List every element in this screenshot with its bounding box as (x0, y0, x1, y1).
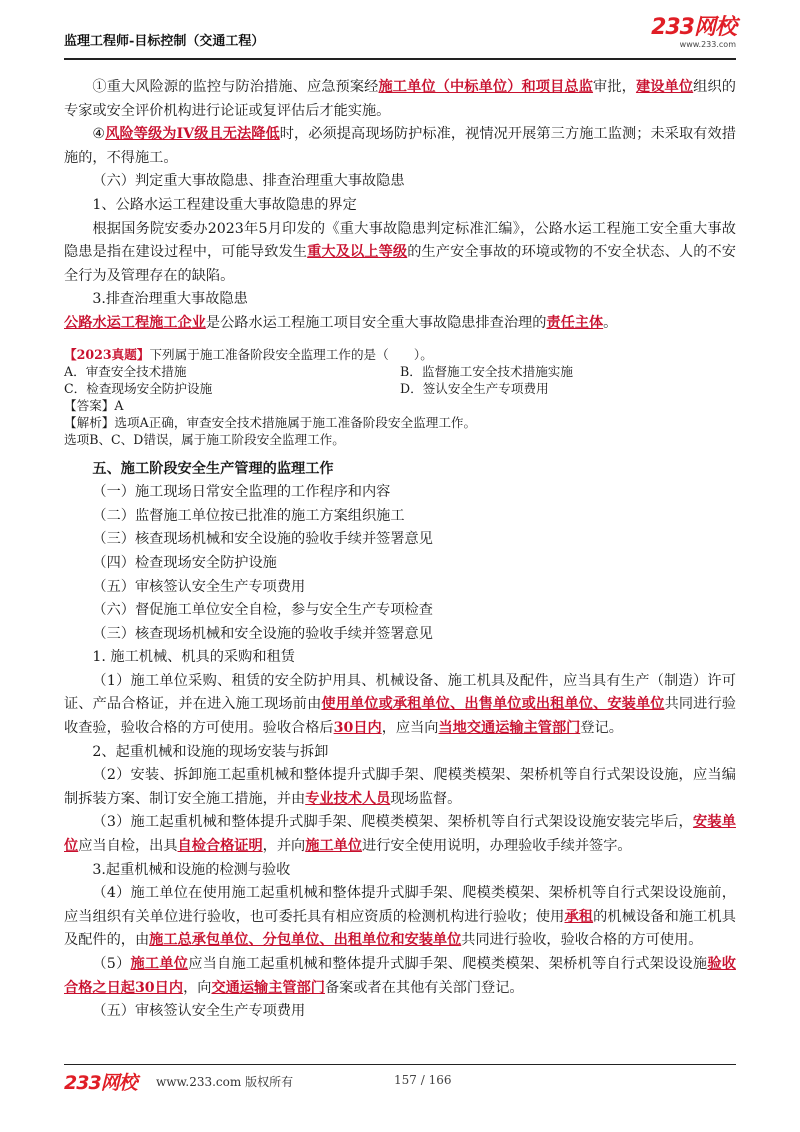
header-divider (64, 58, 736, 60)
exam-question-block (64, 346, 736, 448)
exam-tag: 【2023真题】 (64, 346, 150, 362)
subheading: （六）判定重大事故隐患、排查治理重大事故隐患 (92, 173, 405, 190)
list-item: （六）督促施工单位安全自检，参与安全生产专项检查 (92, 602, 433, 619)
page-header (64, 14, 736, 60)
paragraph: （4）施工单位在使用施工起重机械和整体提升式脚手架、爬模类模架、架桥机等自行式架设设施前，应当组织有关单位进行验收，也可委托具有相应资质的检测机构进行验收；使用承租的机械设备和施工机具及配件的，由施工总承包单位、分包单位、出租单位和安装单位共同进行验收，验收合格的方可使用。 (64, 885, 736, 949)
section-title: 五、施工阶段安全生产管理的监理工作 (92, 460, 334, 477)
document-title: 监理工程师-目标控制（交通工程） (64, 34, 265, 49)
option-b: B．监督施工安全技术措施实施 (400, 363, 573, 379)
paragraph: （5）施工单位应当自施工起重机械和整体提升式脚手架、爬模类模架、架桥机等自行式架设设施验收合格之日起30日内，向交通运输主管部门备案或者在其他有关部门登记。 (64, 956, 736, 996)
page-footer (64, 1064, 736, 1094)
option-a: A．审查安全技术措施 (64, 363, 187, 379)
exam-question: 【2023真题】下列属于施工准备阶段安全监理工作的是（ ）。 (64, 346, 433, 362)
paragraph: 根据国务院安委办2023年5月印发的《重大事故隐患判定标准汇编》，公路水运工程施工安全重大事故隐患是指在建设过程中，可能导致发生重大及以上等级的生产安全事故的环境或物的不安全状态、人的不安全行为及管理存在的缺陷。 (64, 220, 736, 284)
footer-copyright: www.233.com 版权所有 (156, 1075, 294, 1089)
paragraph: ①重大风险源的监控与防治措施、应急预案经施工单位（中标单位）和项目总监审批，建设单位组织的专家或安全评价机构进行论证或复评估后才能实施。 (64, 79, 736, 119)
list-item: （二）监督施工单位按已批准的施工方案组织施工 (92, 507, 405, 524)
exam-answer: 【答案】A (64, 397, 124, 413)
subheading: 1. 施工机械、机具的采购和租赁 (92, 649, 295, 666)
list-item: （四）检查现场安全防护设施 (92, 554, 277, 571)
option-d: D．签认安全生产专项费用 (400, 380, 549, 396)
option-c: C．检查现场安全防护设施 (64, 380, 213, 396)
document-body (64, 76, 736, 1024)
exam-analysis: 【解析】选项A正确，审查安全技术措施属于施工准备阶段安全监理工作。 (64, 414, 477, 430)
list-item: （五）审核签认安全生产专项费用 (92, 578, 306, 595)
option-row (64, 380, 736, 397)
paragraph: 公路水运工程施工企业是公路水运工程施工项目安全重大事故隐患排查治理的责任主体。 (64, 314, 618, 331)
paragraph: （2）安装、拆卸施工起重机械和整体提升式脚手架、爬模类模架、架桥机等自行式架设设施，应当编制拆装方案、制订安全施工措施，并由专业技术人员现场监督。 (64, 767, 736, 807)
logo-text: 233网校 (651, 15, 736, 40)
paragraph: （1）施工单位采购、租赁的安全防护用具、机械设备、施工机具及配件，应当具有生产（制造）许可证、产品合格证，并在进入施工现场前由使用单位或承租单位、出售单位或出租单位、安装单位共同进行验收查验，验收合格的方可使用。验收合格后30日内，应当向当地交通运输主管部门登记。 (64, 672, 736, 737)
brand-logo (651, 16, 736, 50)
option-row (64, 363, 736, 380)
subheading: 3.起重机械和设施的检测与验收 (92, 861, 291, 878)
list-item: （一）施工现场日常安全监理的工作程序和内容 (92, 484, 391, 501)
list-item: （五）审核签认安全生产专项费用 (92, 1003, 306, 1020)
list-item: （三）核查现场机械和安全设施的验收手续并签署意见 (92, 531, 433, 548)
list-item: （三）核查现场机械和安全设施的验收手续并签署意见 (92, 625, 433, 642)
logo-url: www.233.com (679, 40, 736, 49)
subheading: 2、起重机械和设施的现场安装与拆卸 (92, 743, 329, 760)
footer-divider (64, 1064, 736, 1065)
footer-logo: 233网校 (64, 1072, 137, 1094)
subheading: 3.排查治理重大事故隐患 (92, 291, 248, 308)
paragraph: ④风险等级为IV级且无法降低时，必须提高现场防护标准，视情况开展第三方施工监测；未采取有效措施的，不得施工。 (64, 126, 736, 166)
subheading: 1、公路水运工程建设重大事故隐患的界定 (92, 196, 357, 213)
exam-analysis: 选项B、C、D错误，属于施工阶段安全监理工作。 (64, 431, 345, 447)
paragraph: （3）施工起重机械和整体提升式脚手架、爬模类模架、架桥机等自行式架设设施安装完毕后，安装单位应当自检，出具自检合格证明，并向施工单位进行安全使用说明，办理验收手续并签字。 (64, 814, 736, 855)
page-number: 157 / 166 (394, 1073, 452, 1087)
